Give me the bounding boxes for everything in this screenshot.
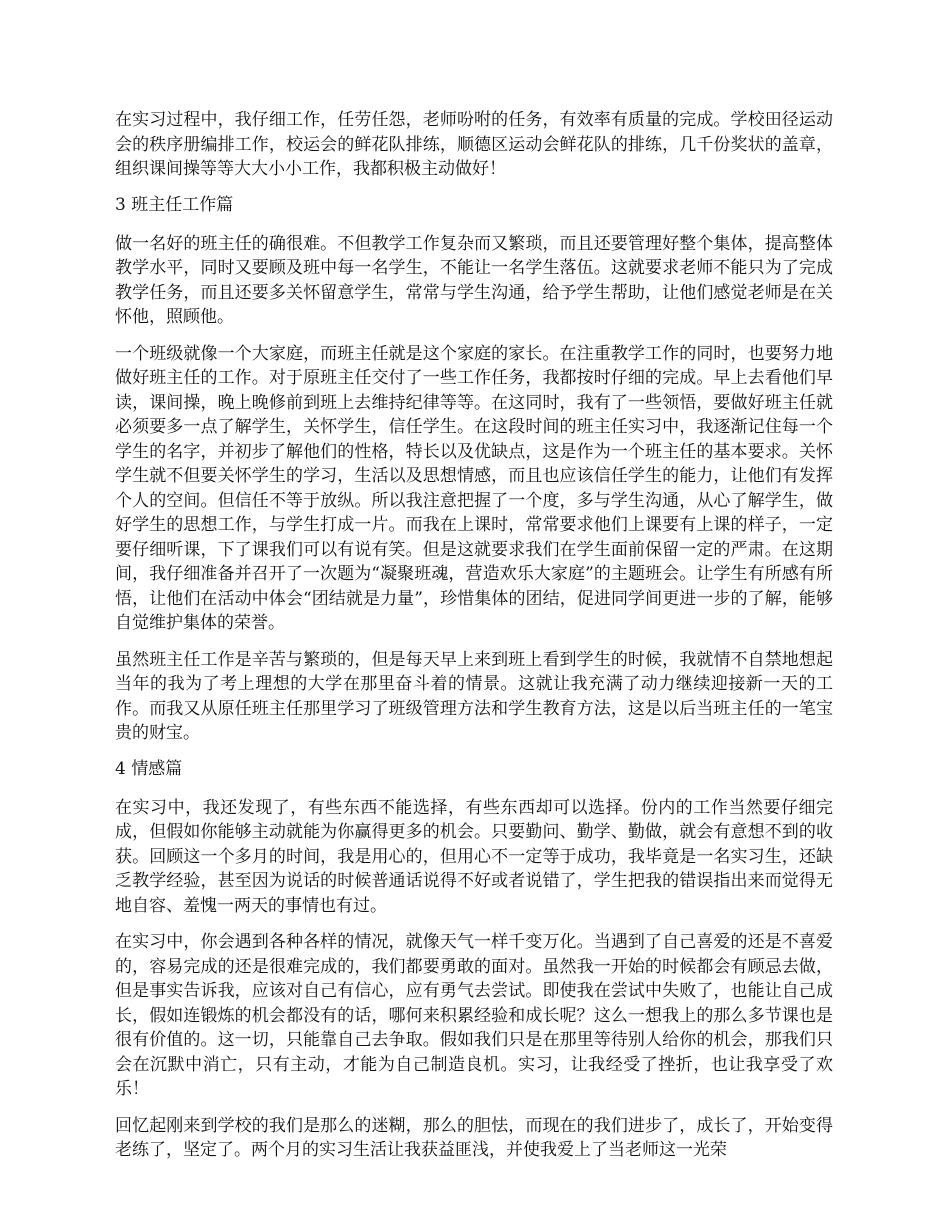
paragraph-emotion-3: 回忆起刚来到学校的我们是那么的迷糊，那么的胆怯，而现在的我们进步了，成长了，开始变得老练了，坚定了。两个月的实习生活让我获益匪浅，并使我爱上了当老师这一光荣 [115, 1115, 833, 1160]
paragraph-emotion-2: 在实习中，你会遇到各种各样的情况，就像天气一样千变万化。当遇到了自己喜爱的还是不喜爱的，容易完成的还是很难完成的，我们都要勇敢的面对。虽然我一开始的时候都会有顾忌去做，但是事实告诉我，应该对自己有信心，应有勇气去尝试。即使我在尝试中失败了，也能让自己成长，假如连锻炼的机会都没有的话，哪何来积累经验和成长呢？这么一想我上的那么多节课也是很有价值的。这一切，只能靠自己去争取。假如我们只是在那里等待别人给你的机会，那我们只会在沉默中消亡，只有主动，才能为自己制造良机。实习，让我经受了挫折，也让我享受了欢乐！ [115, 932, 833, 1099]
paragraph-intro: 在实习过程中，我仔细工作，任劳任怨，老师吩咐的任务，有效率有质量的完成。学校田径运动会的秩序册编排工作，校运会的鲜花队排练，顺德区运动会鲜花队的排练，几千份奖状的盖章，组织课间操等等大大小小工作，我都积极主动做好！ [115, 110, 833, 179]
document-page [115, 108, 833, 1175]
section-heading-head-teacher: 3 班主任工作篇 [115, 194, 234, 215]
section-heading-emotion: 4 情感篇 [115, 758, 183, 779]
paragraph-head-teacher-1: 做一名好的班主任的确很难。不但教学工作复杂而又繁琐，而且还要管理好整个集体，提高整体教学水平，同时又要顾及班中每一名学生，不能让一名学生落伍。这就要求老师不能只为了完成教学任务，而且还要多关怀留意学生，常常与学生沟通，给予学生帮助，让他们感觉老师是在关怀他，照顾他。 [115, 233, 833, 327]
paragraph-head-teacher-3: 虽然班主任工作是辛苦与繁琐的，但是每天早上来到班上看到学生的时候，我就情不自禁地想起当年的我为了考上理想的大学在那里奋斗着的情景。这就让我充满了动力继续迎接新一天的工作。而我又从原任班主任那里学习了班级管理方法和学生教育方法，这是以后当班主任的一笔宝贵的财宝。 [115, 649, 833, 743]
paragraph-emotion-1: 在实习中，我还发现了，有些东西不能选择，有些东西却可以选择。份内的工作当然要仔细完成，但假如你能够主动就能为你赢得更多的机会。只要勤问、勤学、勤做，就会有意想不到的收获。回顾这一个多月的时间，我是用心的，但用心不一定等于成功，我毕竟是一名实习生，还缺乏教学经验，甚至因为说话的时候普通话说得不好或者说错了，学生把我的错误指出来而觉得无地自容、羞愧一两天的事情也有过。 [115, 797, 833, 916]
paragraph-head-teacher-2: 一个班级就像一个大家庭，而班主任就是这个家庭的家长。在注重教学工作的同时，也要努力地做好班主任的工作。对于原班主任交付了一些工作任务，我都按时仔细的完成。早上去看他们早读，课间操，晚上晚修前到班上去维持纪律等等。在这同时，我有了一些领悟，要做好班主任就必须要多一点了解学生，关怀学生，信任学生。在这段时间的班主任实习中，我逐渐记住每一个学生的名字，并初步了解他们的性格，特长以及优缺点，这是作为一个班主任的基本要求。关怀学生就不但要关怀学生的学习，生活以及思想情感，而且也应该信任学生的能力，让他们有发挥个人的空间。但信任不等于放纵。所以我注意把握了一个度，多与学生沟通，从心了解学生，做好学生的思想工作，与学生打成一片。而我在上课时，常常要求他们上课要有上课的样子，一定要仔细听课，下了课我们可以有说有笑。但是这就要求我们在学生面前保留一定的严肃。在这期间，我仔细准备并召开了一次题为“凝聚班魂，营造欢乐大家庭”的主题班会。让学生有所感有所悟，让他们在活动中体会“团结就是力量”，珍惜集体的团结，促进同学间更进一步的了解，能够自觉维护集体的荣誉。 [115, 343, 833, 633]
